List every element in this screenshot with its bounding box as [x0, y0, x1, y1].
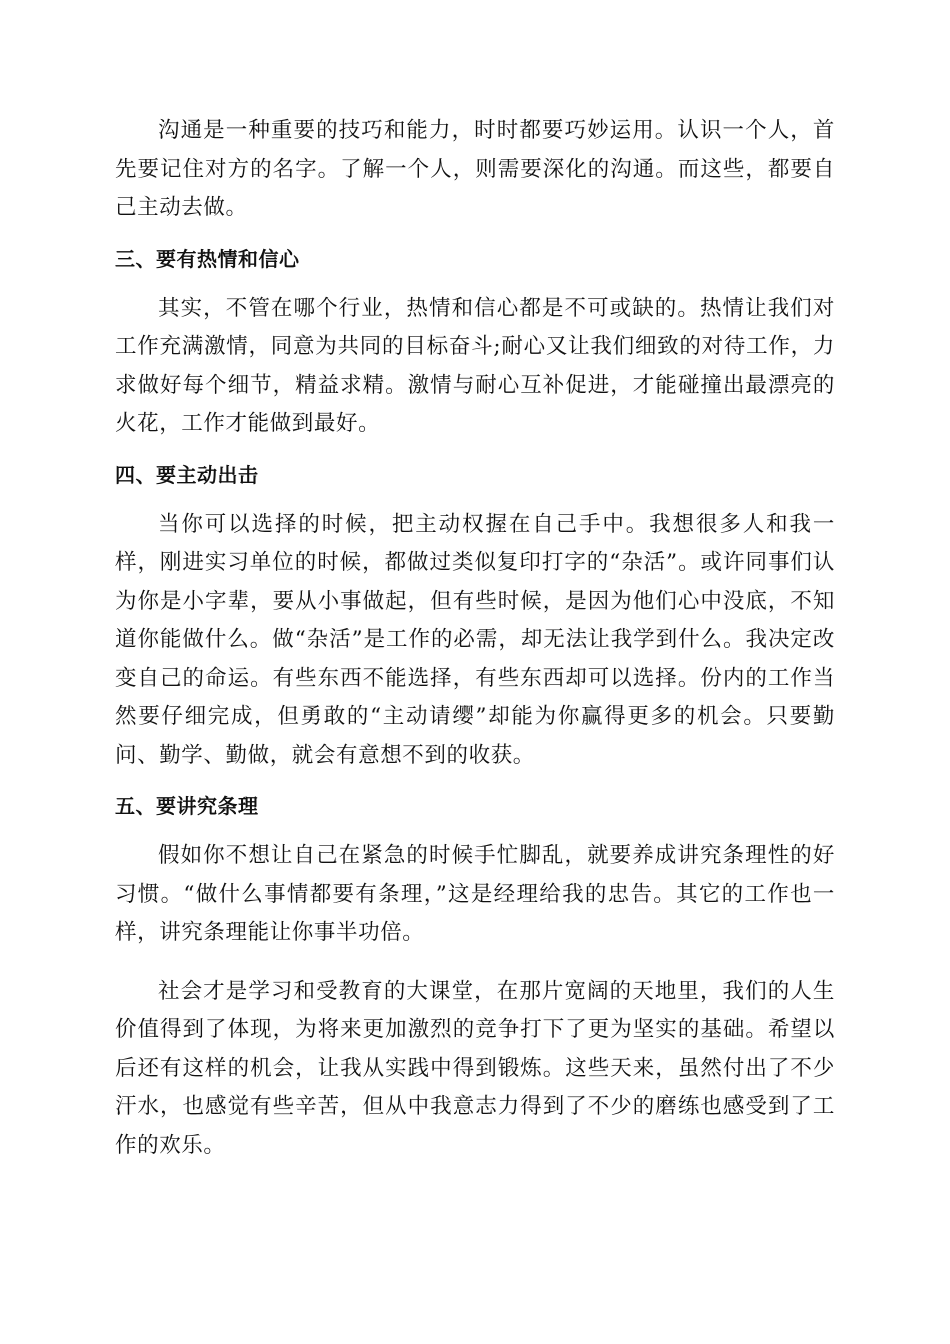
heading-be-organized: 五、要讲究条理	[115, 794, 259, 818]
paragraph-initiative: 当你可以选择的时候，把主动权握在自己手中。我想很多人和我一样，刚进实习单位的时候，都做过类似复印打字的“杂活”。或许同事们认为你是小字辈，要从小事做起，但有些时候，是因为他们心中没底，不知道你能做什么。做“杂活”是工作的必需，却无法让我学到什么。我决定改变自己的命运。有些东西不能选择，有些东西却可以选择。份内的工作当然要仔细完成，但勇敢的“主动请缨”却能为你赢得更多的机会。只要勤问、勤学、勤做，就会有意想不到的收获。	[115, 511, 835, 768]
paragraph-organization: 假如你不想让自己在紧急的时候手忙脚乱，就要养成讲究条理性的好习惯。“做什么事情都要有条理，”这是经理给我的忠告。其它的工作也一样，讲究条理能让你事半功倍。	[115, 843, 835, 945]
document-body	[115, 112, 835, 1165]
paragraph-enthusiasm: 其实，不管在哪个行业，热情和信心都是不可或缺的。热情让我们对工作充满激情，同意为共同的目标奋斗;耐心又让我们细致的对待工作，力求做好每个细节，精益求精。激情与耐心互补促进，才能碰撞出最漂亮的火花，工作才能做到最好。	[115, 295, 835, 436]
paragraph-communication: 沟通是一种重要的技巧和能力，时时都要巧妙运用。认识一个人，首先要记住对方的名字。了解一个人，则需要深化的沟通。而这些，都要自己主动去做。	[115, 118, 835, 220]
heading-enthusiasm-confidence: 三、要有热情和信心	[115, 246, 300, 271]
heading-take-initiative: 四、要主动出击	[115, 462, 259, 487]
paragraph-conclusion: 社会才是学习和受教育的大课堂，在那片宽阔的天地里，我们的人生价值得到了体现，为将来更加激烈的竞争打下了更为坚实的基础。希望以后还有这样的机会，让我从实践中得到锻炼。这些天来，虽然付出了不少汗水，也感觉有些辛苦，但从中我意志力得到了不少的磨练也感受到了工作的欢乐。	[115, 978, 835, 1158]
